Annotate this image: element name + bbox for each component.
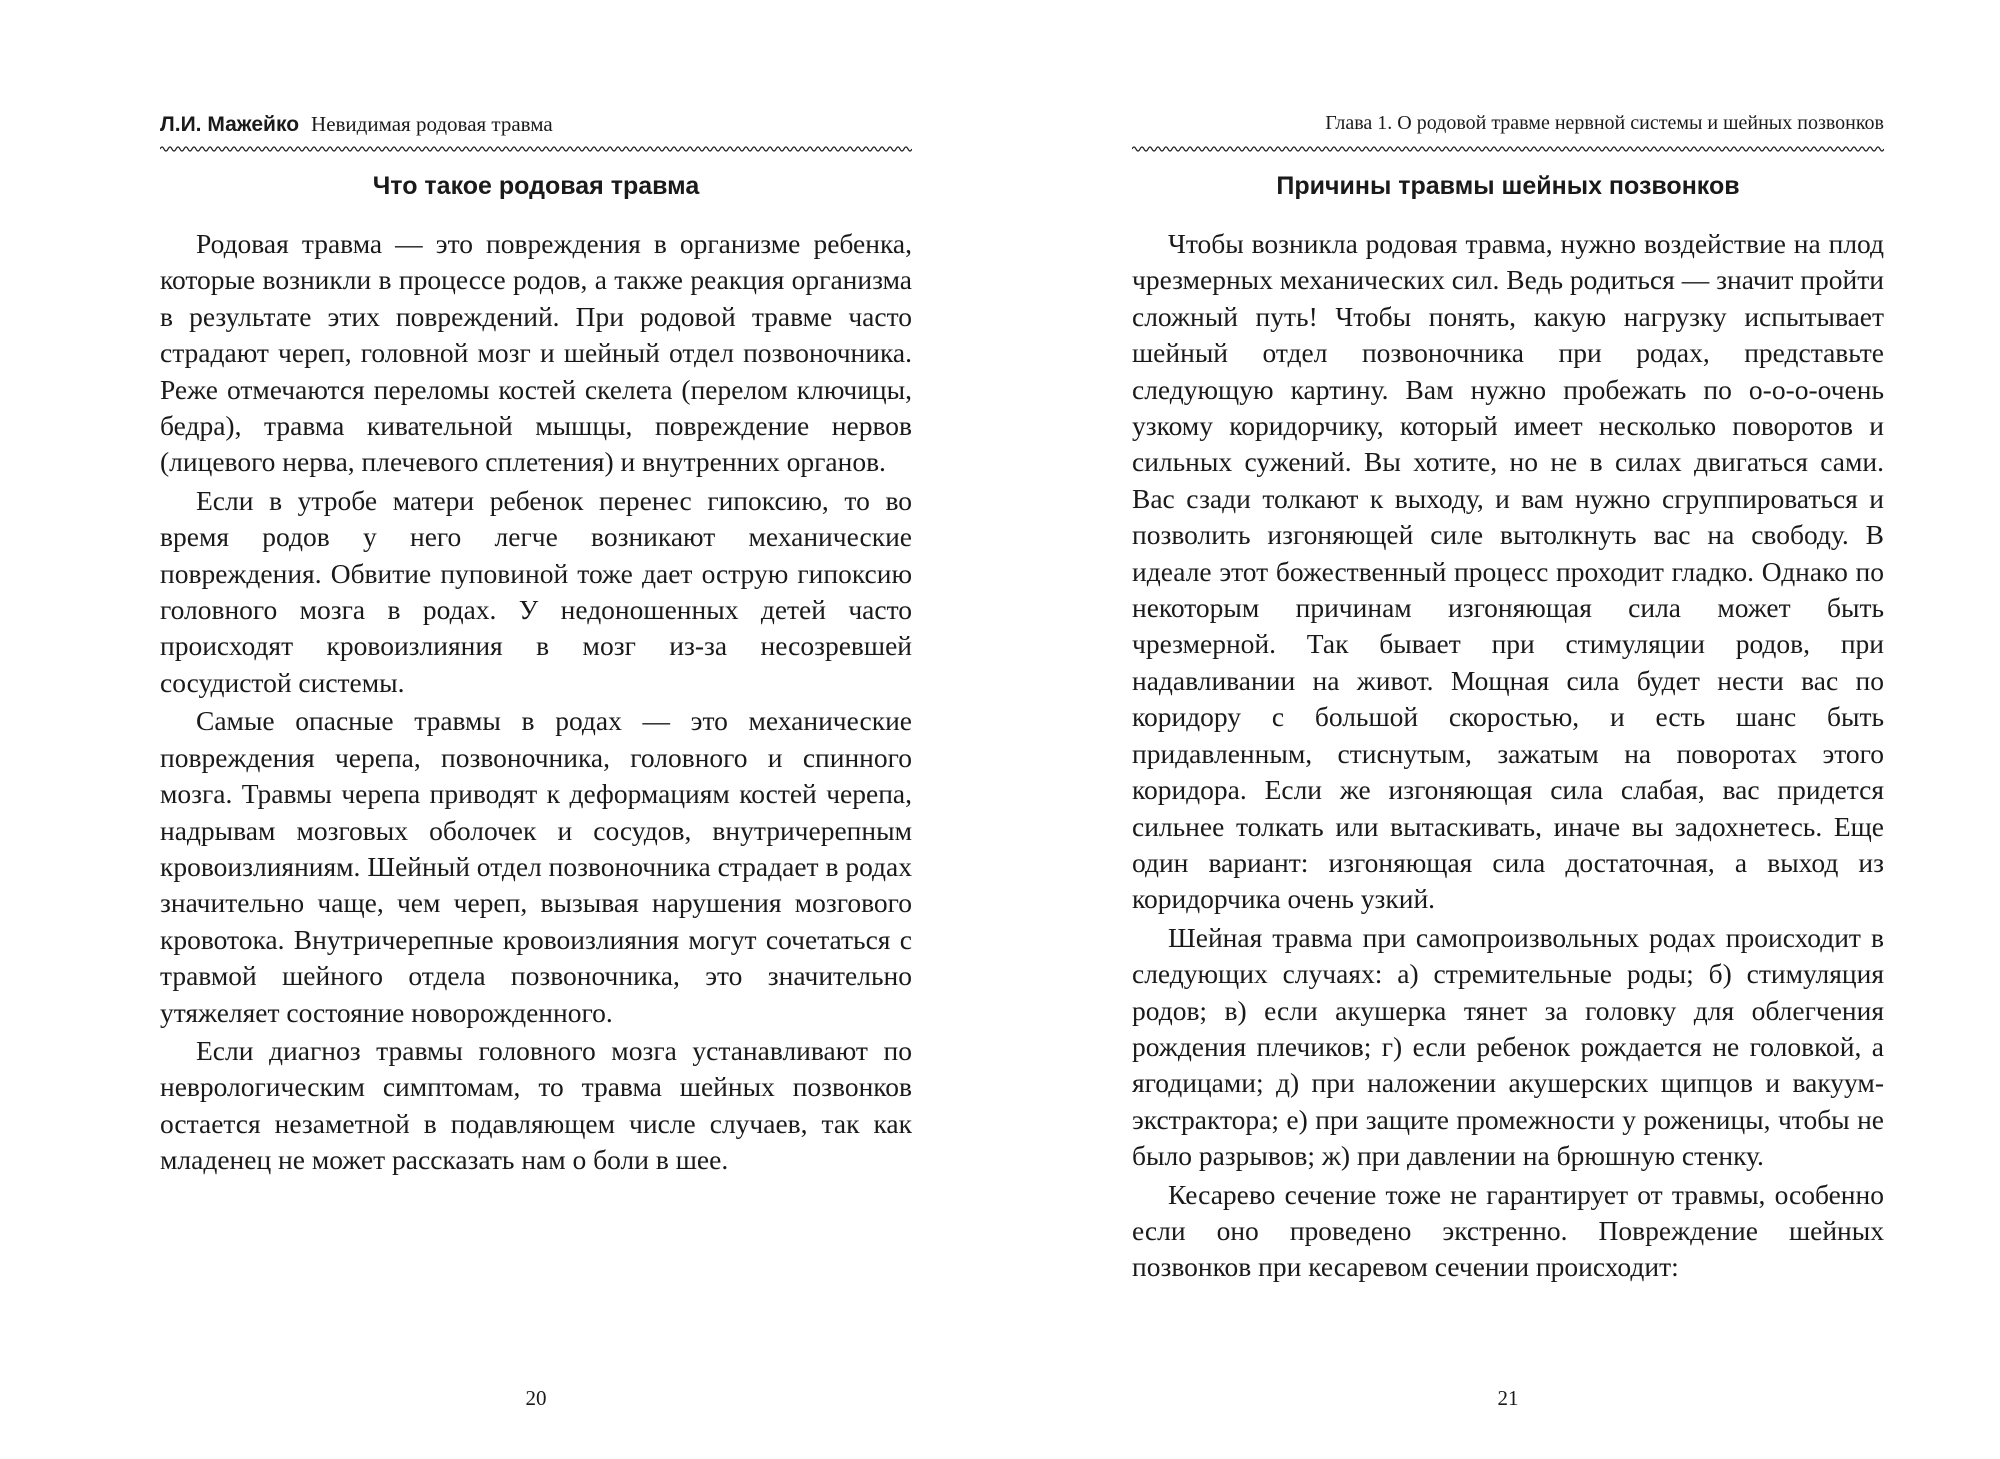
header-author: Л.И. Мажейко: [160, 113, 300, 136]
running-head-left: [160, 112, 912, 146]
header-book-title: Невидимая родовая травма: [311, 112, 553, 136]
section-title: Причины травмы шейных позвонков: [1276, 172, 1740, 200]
paragraph: Самые опасные травмы в родах — это механические повреждения черепа, позвоночника, головного и спинного мозга. Травмы черепа приводят к деформациям костей черепа, надрывам мозговых оболочек и сосудов, внутричерепным кровоизлияниям. Шейный отдел позвоночника страдает в родах значительно чаще, чем череп, вызывая нарушения мозгового кровотока. Внутричерепные кровоизлияния могут сочетаться с травмой шейного отдела позвоночника, это значительно утяжеляет состояние новорожденного.: [160, 705, 912, 1028]
running-head-right: [1132, 112, 1884, 146]
wavy-rule-divider: [1132, 144, 1884, 154]
paragraph: Если в утробе матери ребенок перенес гипоксию, то во время родов у него легче возникают механические повреждения. Обвитие пуповиной тоже дает острую гипоксию головного мозга в родах. У недоношенных детей часто происходят кровоизлияния в мозг из-за несозревшей сосудистой системы.: [160, 484, 912, 698]
right-page: [1132, 0, 1884, 1459]
paragraph: Кесарево сечение тоже не гарантирует от травмы, особенно если оно проведено экстренно. Повреждение шейных позвонков при кесаревом сечении происходит:: [1132, 1178, 1884, 1283]
body-text: [160, 226, 912, 1181]
paragraph: Родовая травма — это повреждения в организме ребенка, которые возникли в процессе родов, а также реакция организма в результате этих повреждений. При родовой травме часто страдают череп, головной мозг и шейный отдел позвоночника. Реже отмечаются переломы костей скелета (перелом ключицы, бедра), травма кивательной мышцы, повреждение нервов (лицевого нерва, плечевого сплетения) и внутренних органов.: [160, 228, 912, 478]
left-page: [160, 0, 912, 1459]
paragraph: Шейная травма при самопроизвольных родах происходит в следующих случаях: а) стремительные роды; б) стимуляция родов; в) если акушерка тянет за головку для облегчения рождения плечиков; г) если ребенок рождается не головкой, а ягодицами; д) при наложении акушерских щипцов и вакуум-экстрактора; е) при защите промежности у роженицы, чтобы не было разрывов; ж) при давлении на брюшную стенку.: [1132, 921, 1884, 1172]
wavy-rule-divider: [160, 144, 912, 154]
body-text: [1132, 226, 1884, 1288]
page-number: 21: [1497, 1386, 1519, 1410]
page-number: 20: [525, 1386, 547, 1410]
paragraph: Чтобы возникла родовая травма, нужно воздействие на плод чрезмерных механических сил. Ведь родиться — значит пройти сложный путь! Чтобы понять, какую нагрузку испытывает шейный отдел позвоночника при родах, представьте следующую картину. Вам нужно пробежать по о-о-о-очень узкому коридорчику, который имеет несколько поворотов и сильных сужений. Вы хотите, но не в силах двигаться сами. Вас сзади толкают к выходу, и вам нужно сгруппироваться и позволить изгоняющей силе вытолкнуть вас на свободу. В идеале этот божественный процесс проходит гладко. Однако по некоторым причинам изгоняющая сила может быть чрезмерной. Так бывает при стимуляции родов, при надавливании на живот. Мощная сила будет нести вас по коридору с большой скоростью, и есть шанс быть придавленным, стиснутым, зажатым на поворотах этого коридора. Если же изгоняющая сила слабая, вас придется сильнее толкать или вытаскивать, иначе вы задохнетесь. Еще один вариант: изгоняющая сила достаточная, а выход из коридорчика очень узкий.: [1132, 228, 1884, 915]
section-title: Что такое родовая травма: [372, 172, 700, 200]
header-chapter: Глава 1. О родовой травме нервной системы и шейных позвонков: [1325, 112, 1884, 134]
paragraph: Если диагноз травмы головного мозга устанавливают по неврологическим симптомам, то травма шейных позвонков остается незаметной в подавляющем числе случаев, так как младенец не может рассказать нам о боли в шее.: [160, 1034, 912, 1176]
